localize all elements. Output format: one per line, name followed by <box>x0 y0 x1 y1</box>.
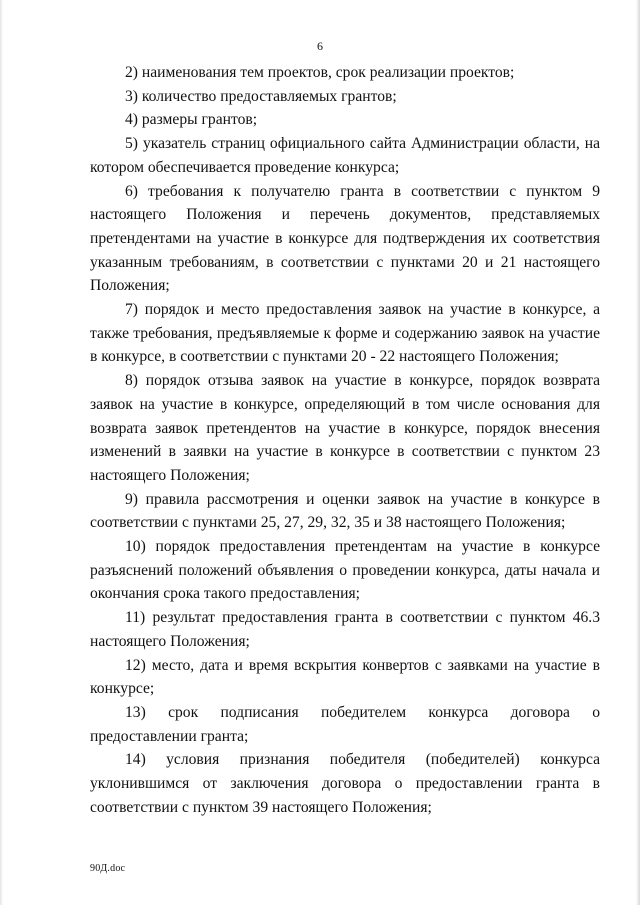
list-item-5: 5) указатель страниц официального сайта Администрации области, на котором обеспечивается проведение конкурса; <box>90 135 600 176</box>
list-item-11: 11) результат предоставления гранта в соответствии с пунктом 46.3 настоящего Положения; <box>90 609 600 650</box>
list-item-9: 9) правила рассмотрения и оценки заявок на участие в конкурсе в соответствии с пунктами 25, 27, 29, 32, 35 и 38 настоящего Положения; <box>90 490 600 532</box>
scan-right-edge <box>636 0 640 905</box>
list-item-3: 3) количество предоставляемых грантов; <box>125 87 397 105</box>
scan-left-edge <box>0 0 3 905</box>
list-item-8: 8) порядок отзыва заявок на участие в конкурсе, порядок возврата заявок на участие в конкурсе, определяющий в том числе основания для возврата заявок претендентов на участие в конкурсе, порядок внесения изменений в заявки на участие в конкурсе в соответствии с пунктом 23 настоящего Положения; <box>90 372 600 484</box>
list-item-14: 14) условия признания победителя (победителей) конкурса уклонившимся от заключения договора о предоставлении гранта в соответствии с пунктом 39 настоящего Положения; <box>90 751 600 816</box>
document-body <box>90 61 600 820</box>
list-item-12: 12) место, дата и время вскрытия конвертов с заявками на участие в конкурсе; <box>90 656 600 698</box>
list-item-4: 4) размеры грантов; <box>125 111 258 129</box>
list-item-10: 10) порядок предоставления претендентам на участие в конкурсе разъяснений положений объявления о проведении конкурса, даты начала и окончания срока такого предоставления; <box>90 538 600 603</box>
list-item-13: 13) срок подписания победителем конкурса договора о предоставлении гранта; <box>90 703 600 745</box>
file-name-footer: 90Д.doc <box>90 863 126 874</box>
list-item-2: 2) наименования тем проектов, срок реализации проектов; <box>125 64 515 81</box>
list-item-7: 7) порядок и место предоставления заявок на участие в конкурсе, а также требования, предъявляемые к форме и содержанию заявок на участие в конкурсе, в соответствии с пунктами 20 - 22 настоящего Положения; <box>90 301 600 366</box>
page-number: 6 <box>317 39 323 53</box>
list-item-6: 6) требования к получателю гранта в соответствии с пунктом 9 настоящего Положения и перечень документов, представляемых претендентами на участие в конкурсе для подтверждения их соответствия указанным требованиям, в соответствии с пунктами 20 и 21 настоящего Положения; <box>90 182 600 295</box>
